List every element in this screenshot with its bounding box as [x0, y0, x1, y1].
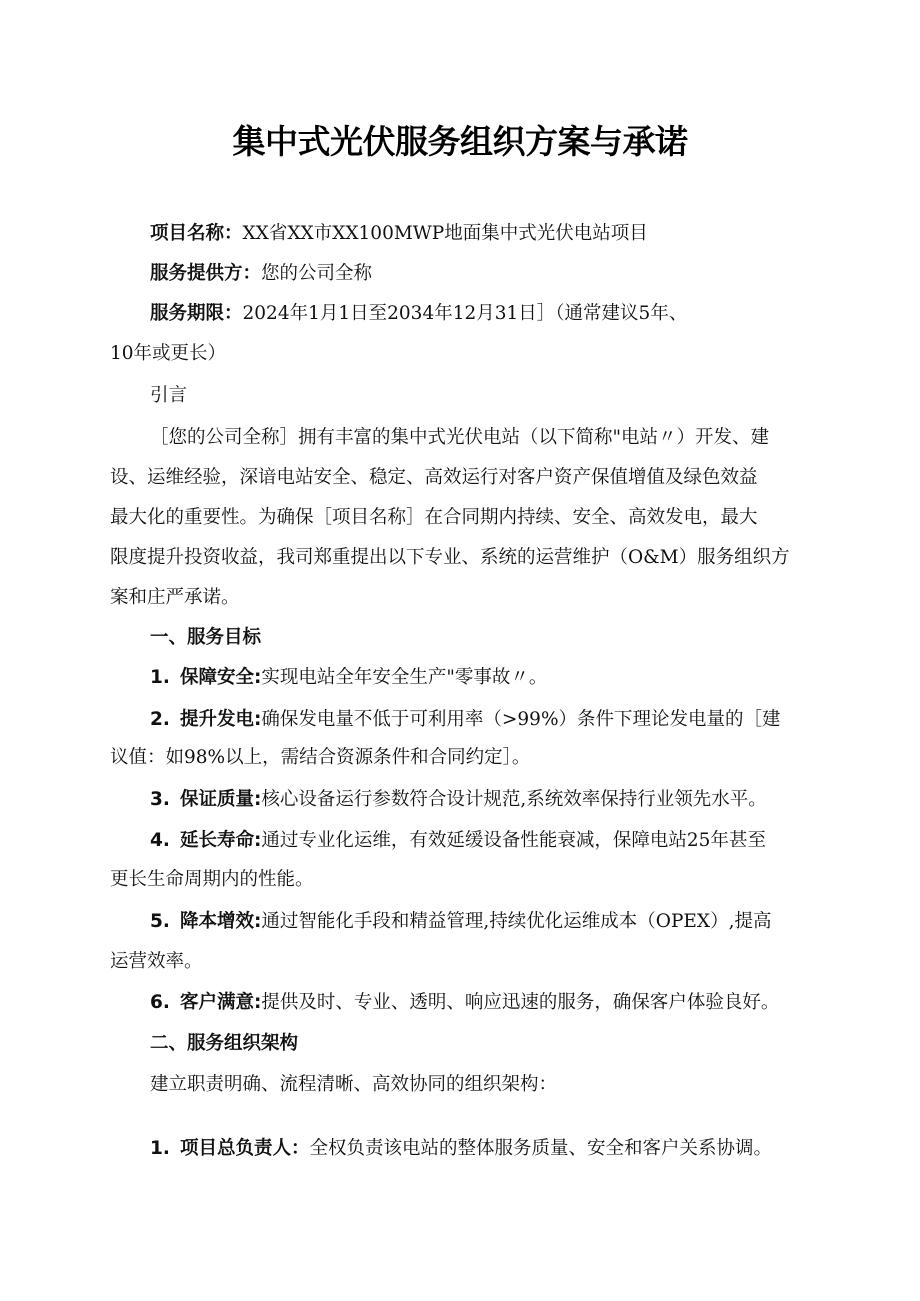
org-item-label: 项目总负责人：: [180, 1138, 310, 1159]
project-name-label: 项目名称：: [150, 223, 243, 244]
goal-item-number: 5.: [150, 911, 170, 932]
project-name-value: XX省XX市XX100MWP地面集中式光伏电站项目: [242, 223, 648, 244]
project-name-line: [150, 222, 648, 246]
service-period-line: [150, 302, 687, 326]
goal-item-number: 4.: [150, 830, 170, 851]
service-period-value: 2024年1月1日至2034年12月31日］（通常建议5年、: [242, 303, 688, 324]
section-heading-goals: 一、服务目标: [150, 627, 262, 648]
goal-item-label: 保障安全:: [180, 667, 262, 688]
intro-paragraph-line: 案和庄严承诺。: [110, 587, 240, 608]
section-heading-organization: 二、服务组织架构: [150, 1033, 299, 1054]
organization-lead-text: 建立职责明确、流程清晰、高效协同的组织架构：: [150, 1074, 558, 1095]
service-provider-label: 服务提供方：: [150, 263, 262, 284]
goal-item-text: 通过智能化手段和精益管理,持续优化运维成本（OPEX）,提高: [261, 911, 772, 932]
intro-heading: 引言: [150, 385, 188, 406]
goal-item-number: 1.: [150, 667, 170, 688]
goal-item-2-continued: 议值：如98%以上，需结合资源条件和合同约定］。: [110, 747, 531, 768]
goal-item-text: 通过专业化运维，有效延缓设备性能衰减，保障电站25年甚至: [261, 830, 766, 851]
service-period-label: 服务期限：: [150, 303, 243, 324]
org-item-1: [150, 1137, 772, 1161]
intro-paragraph-line: 设、运维经验，深谙电站安全、稳定、高效运行对客户资产保值增值及绿色效益: [110, 467, 758, 488]
goal-item-label: 提升发电:: [180, 709, 262, 730]
goal-item-text: 提供及时、专业、透明、响应迅速的服务，确保客户体验良好。: [261, 992, 780, 1013]
goal-item-label: 降本增效:: [180, 911, 262, 932]
goal-item-6: [150, 991, 779, 1015]
goal-item-3: [150, 788, 767, 812]
goal-item-text: 实现电站全年安全生产"零事故〃。: [261, 667, 548, 688]
goal-item-text: 核心设备运行参数符合设计规范,系统效率保持行业领先水平。: [261, 789, 767, 810]
goal-item-number: 2.: [150, 709, 170, 730]
service-period-continued: 10年或更长）: [110, 343, 227, 364]
goal-item-4-continued: 更长生命周期内的性能。: [110, 869, 314, 890]
goal-item-label: 保证质量:: [180, 789, 262, 810]
intro-paragraph-line: ［您的公司全称］拥有丰富的集中式光伏电站（以下简称"电站〃）开发、建: [150, 427, 770, 448]
org-item-text: 全权负责该电站的整体服务质量、安全和客户关系协调。: [309, 1138, 773, 1159]
document-title: 集中式光伏服务组织方案与承诺: [232, 122, 688, 161]
service-provider-value: 您的公司全称: [261, 263, 373, 284]
service-provider-line: [150, 262, 372, 286]
goal-item-number: 6.: [150, 992, 170, 1013]
goal-item-1: [150, 666, 547, 690]
goal-item-5: [150, 910, 771, 934]
org-item-number: 1.: [150, 1138, 170, 1159]
goal-item-4: [150, 829, 766, 853]
goal-item-5-continued: 运营效率。: [110, 951, 203, 972]
goal-item-label: 客户满意:: [180, 992, 262, 1013]
goal-item-text: 确保发电量不低于可利用率（>99%）条件下理论发电量的［建: [261, 709, 781, 730]
goal-item-2: [150, 708, 781, 732]
goal-item-number: 3.: [150, 789, 170, 810]
intro-paragraph-line: 限度提升投资收益，我司郑重提出以下专业、系统的运营维护（O&M）服务组织方: [110, 547, 790, 568]
intro-paragraph-line: 最大化的重要性。为确保［项目名称］在合同期内持续、安全、高效发电，最大: [110, 507, 758, 528]
goal-item-label: 延长寿命:: [180, 830, 262, 851]
